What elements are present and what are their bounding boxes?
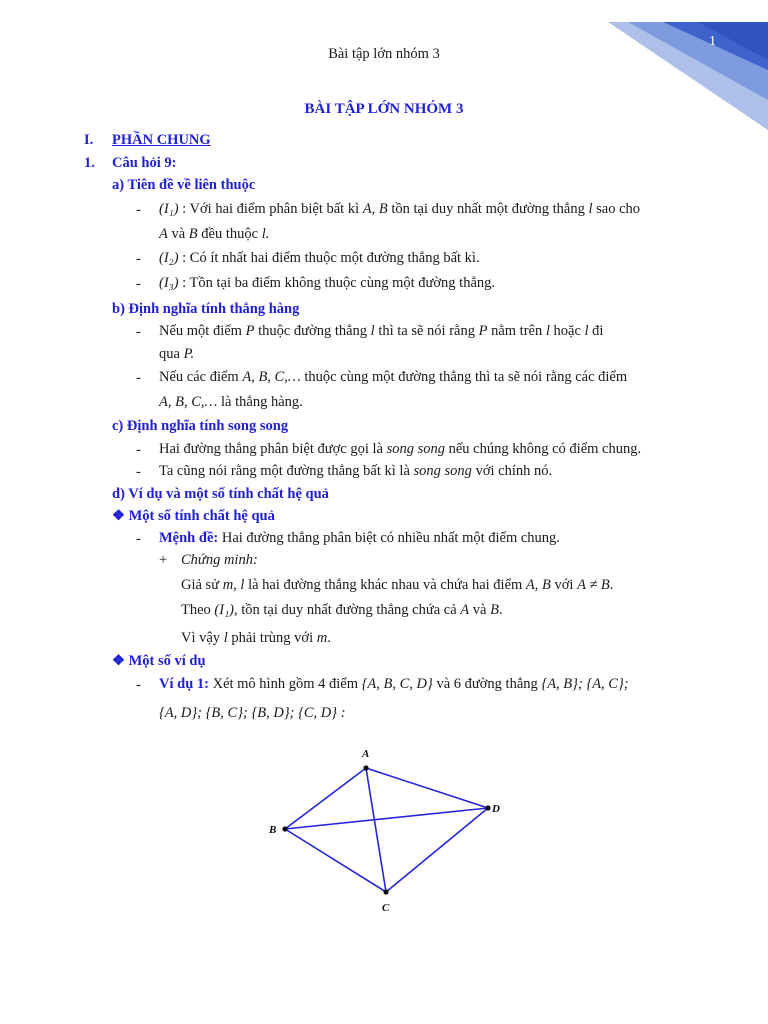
segment-AB <box>285 768 366 829</box>
subheading-b: b) Định nghĩa tính thẳng hàng <box>112 301 300 317</box>
proof-label: Chứng minh: <box>181 552 258 568</box>
axiom-i1-line2: A và B đều thuộc l. <box>159 226 270 242</box>
bullet-dash: - <box>136 324 141 340</box>
bullet-dash: - <box>136 464 141 480</box>
page-number: 1 <box>709 34 716 49</box>
collinear-def-2-line1: Nếu các điểm A, B, C,… thuộc cùng một đường thẳng thì ta sẽ nói rằng các điểm <box>159 369 628 385</box>
quadrilateral-diagram <box>250 738 520 928</box>
bullet-dash: - <box>136 251 141 267</box>
segment-BD <box>285 808 488 829</box>
segment-AC <box>366 768 386 892</box>
collinear-def-1-line1: Nếu một điểm P thuộc đường thẳng l thì ta sẽ nói rằng P nằm trên l hoặc l đi <box>159 323 604 339</box>
axiom-i3: (I₃) : Tồn tại ba điểm không thuộc cùng một đường thẳng. <box>159 275 496 291</box>
collinear-def-1-line2: qua P. <box>159 346 195 362</box>
point-B <box>282 826 287 831</box>
example1-line1: Ví dụ 1: Xét mô hình gồm 4 điểm {A, B, C, D} và 6 đường thẳng {A, B}; {A, C}; <box>159 676 629 692</box>
proof-line2: Theo (I₁), tồn tại duy nhất đường thẳng chứa cả A và B. <box>181 602 503 618</box>
segment-CD <box>386 808 488 892</box>
bullet-dash: - <box>136 370 141 386</box>
proof-line3: Vì vậy l phải trùng với m. <box>181 630 331 646</box>
subheading-properties: ❖ Một số tính chất hệ quả <box>112 508 275 524</box>
bullet-dash: - <box>136 531 141 547</box>
point-D <box>485 805 490 810</box>
label-B: B <box>269 824 277 836</box>
bullet-dash: - <box>136 202 141 218</box>
axiom-i2: (I₂) : Có ít nhất hai điểm thuộc một đường thẳng bất kì. <box>159 250 480 266</box>
proposition: Mệnh đề: Hai đường thẳng phân biệt có nhiều nhất một điểm chung. <box>159 530 560 546</box>
bullet-dash: - <box>136 442 141 458</box>
label-C: C <box>382 902 390 914</box>
subheading-d: d) Ví dụ và một số tính chất hệ quả <box>112 486 329 502</box>
label-D: D <box>492 803 500 815</box>
axiom-i1-line1: (I₁) : Với hai điểm phân biệt bất kì A, B tồn tại duy nhất một đường thẳng l sao cho <box>159 201 641 217</box>
proof-line1: Giả sử m, l là hai đường thẳng khác nhau và chứa hai điểm A, B với A ≠ B. <box>181 577 614 593</box>
document-title: BÀI TẬP LỚN NHÓM 3 <box>304 101 464 117</box>
parallel-def-1: Hai đường thẳng phân biệt được gọi là song song nếu chúng không có điểm chung. <box>159 441 642 457</box>
segment-AD <box>366 768 488 808</box>
section-number: I. <box>84 132 94 148</box>
subheading-c: c) Định nghĩa tính song song <box>112 418 289 434</box>
section-heading: PHẦN CHUNG <box>112 132 211 148</box>
question-number: 1. <box>84 155 95 171</box>
example1-line2: {A, D}; {B, C}; {B, D}; {C, D} : <box>159 705 346 721</box>
running-header: Bài tập lớn nhóm 3 <box>328 46 440 62</box>
proof-plus: + <box>159 552 168 568</box>
point-A <box>363 765 368 770</box>
parallel-def-2: Ta cũng nói rằng một đường thẳng bất kì là song song với chính nó. <box>159 463 553 479</box>
label-A: A <box>362 748 370 760</box>
segment-BC <box>285 829 386 892</box>
question-heading: Câu hỏi 9: <box>112 155 177 171</box>
bullet-dash: - <box>136 677 141 693</box>
point-C <box>383 889 388 894</box>
subheading-examples: ❖ Một số ví dụ <box>112 653 206 669</box>
bullet-dash: - <box>136 276 141 292</box>
subheading-a: a) Tiên đề về liên thuộc <box>112 177 256 193</box>
collinear-def-2-line2: A, B, C,… là thẳng hàng. <box>159 394 303 410</box>
